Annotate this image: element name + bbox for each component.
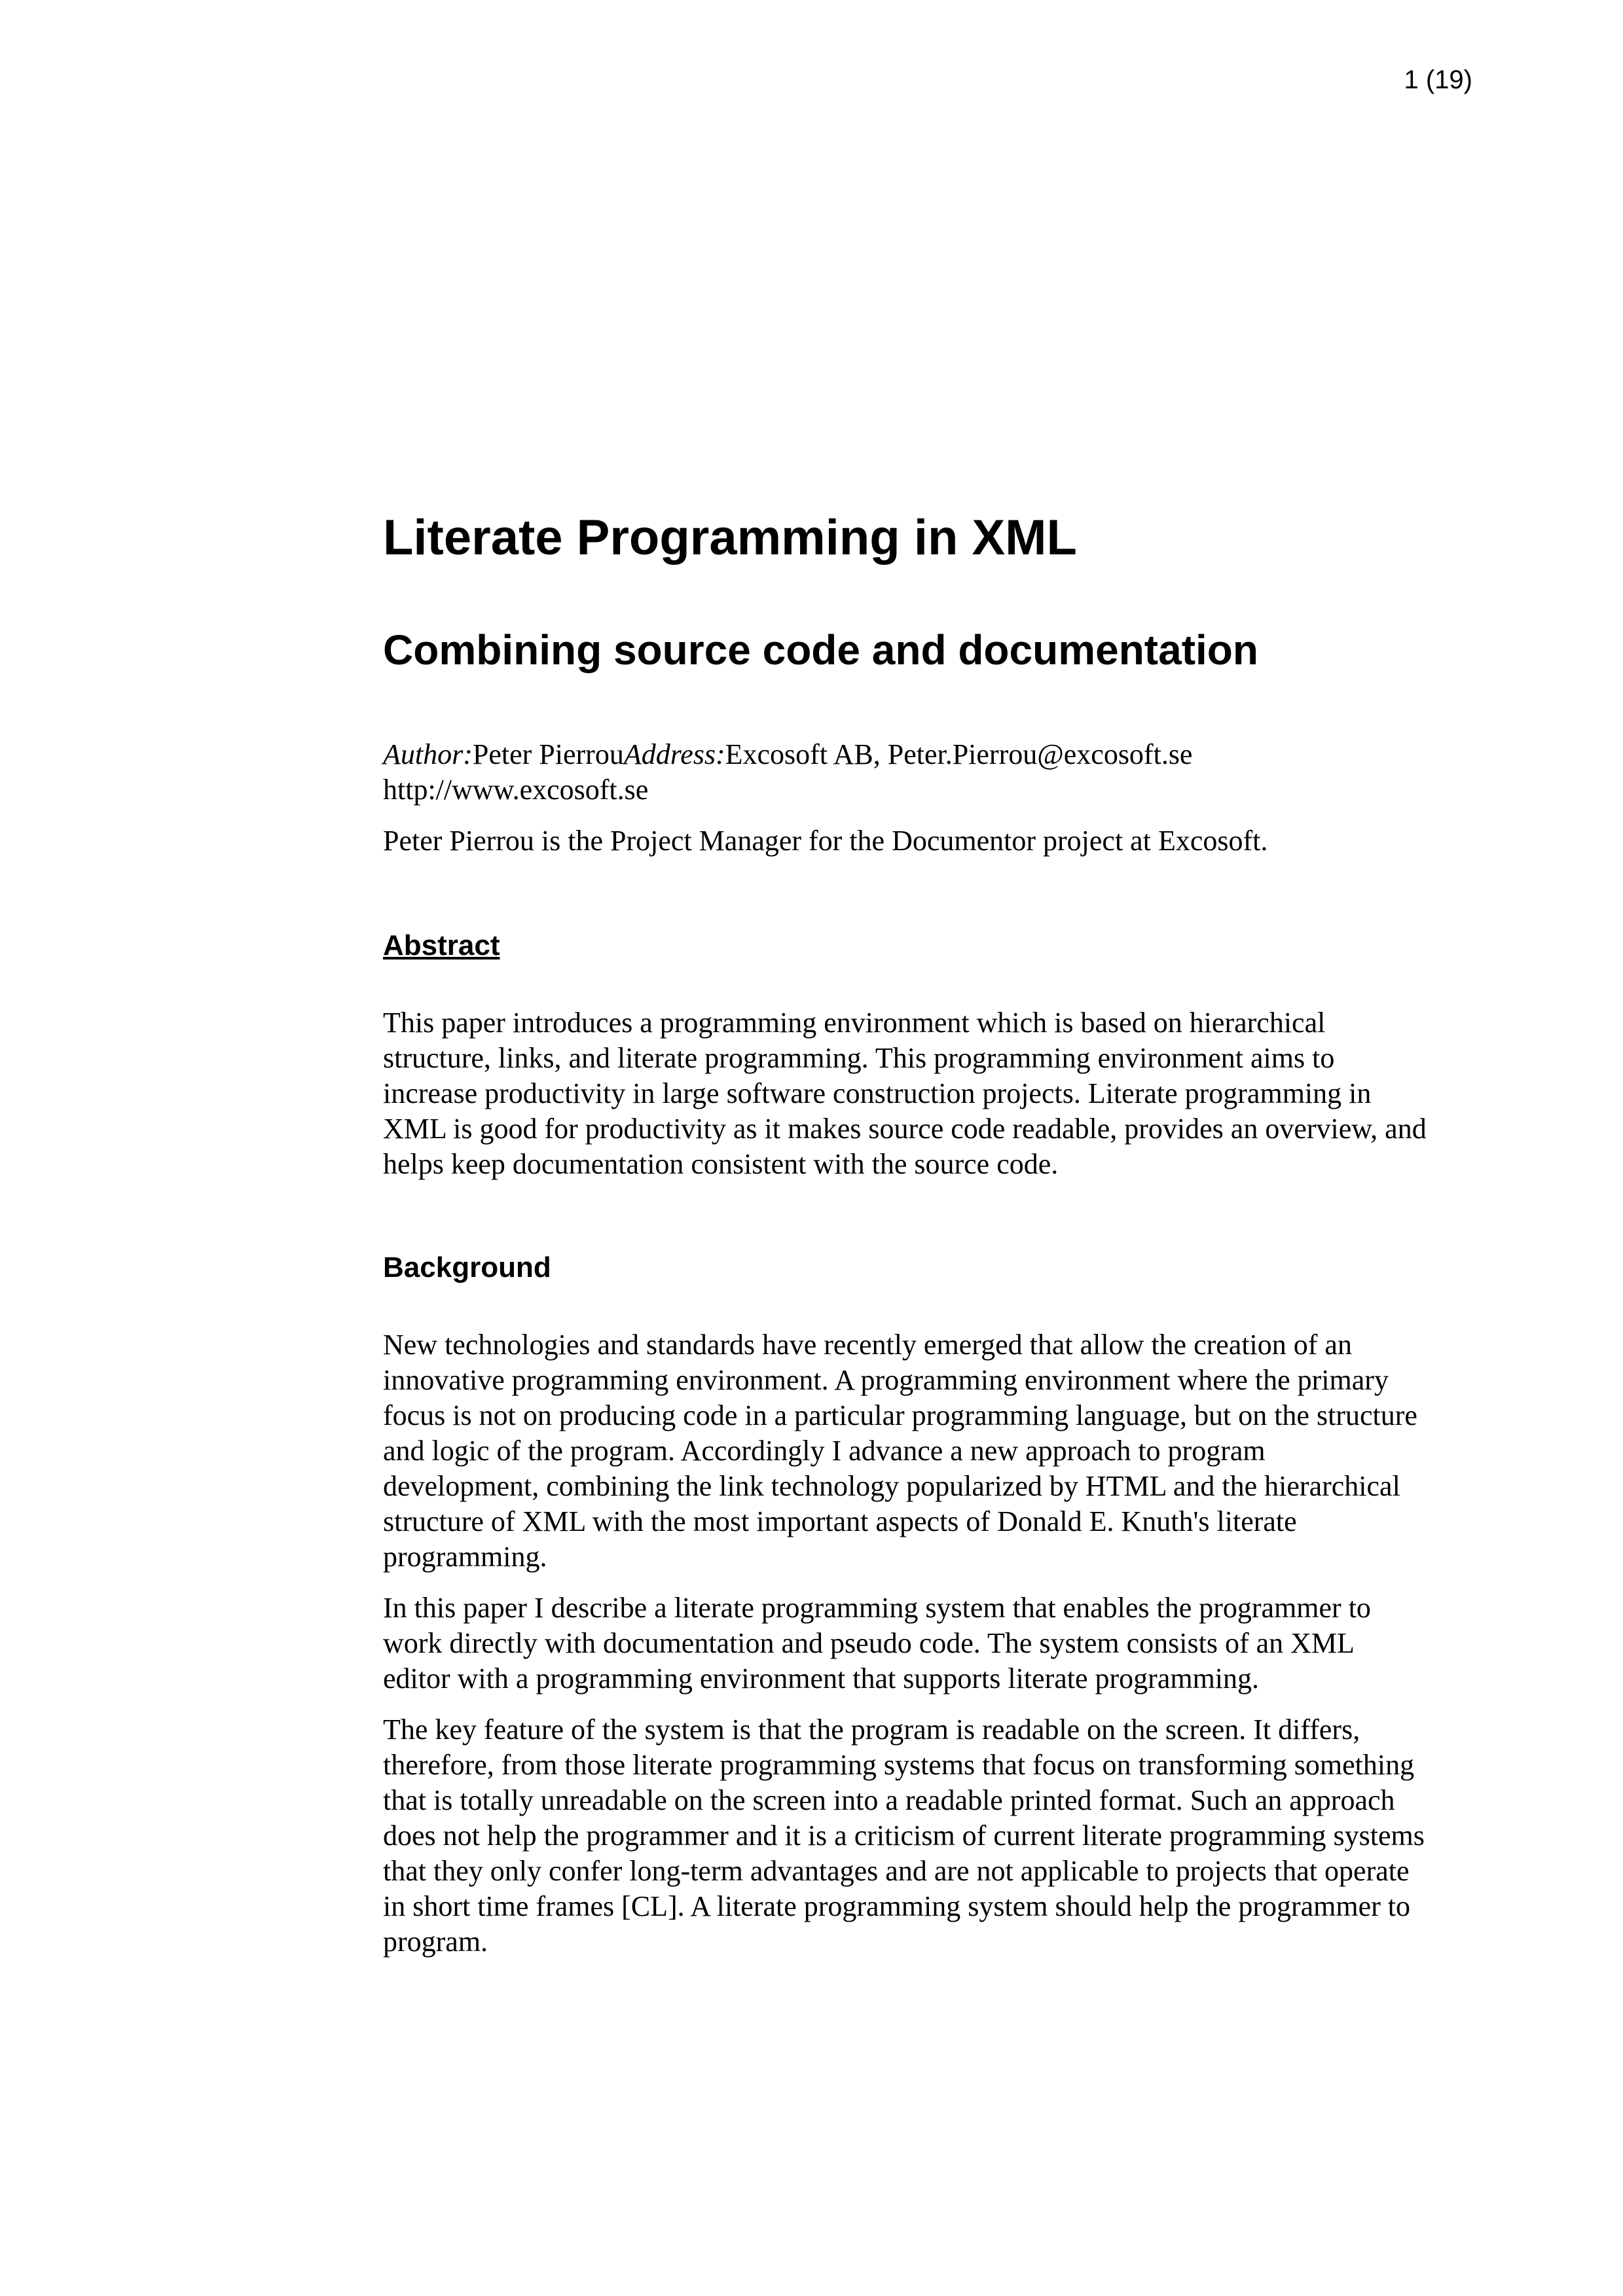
background-line: focus is not on producing code in a particular programming language, but on the structure <box>383 1399 1417 1431</box>
background-paragraph-1 <box>383 1327 1489 1575</box>
background-paragraph-3 <box>383 1712 1489 1960</box>
background-line: structure of XML with the most important aspects of Donald E. Knuth's literate <box>383 1505 1297 1537</box>
abstract-paragraph <box>383 1005 1489 1182</box>
paper-subtitle: Combining source code and documentation <box>383 626 1258 673</box>
abstract-line: This paper introduces a programming environment which is based on hierarchical <box>383 1006 1326 1039</box>
author-label: Author: <box>383 738 473 770</box>
background-paragraph-2 <box>383 1590 1489 1696</box>
paper-content <box>383 511 1489 1960</box>
abstract-line: XML is good for productivity as it makes source code readable, provides an overview, and <box>383 1112 1427 1145</box>
abstract-line: structure, links, and literate programming. This programming environment aims to <box>383 1041 1335 1074</box>
background-line: In this paper I describe a literate programming system that enables the programmer to <box>383 1591 1371 1624</box>
author-bio: Peter Pierrou is the Project Manager for the Documentor project at Excosoft. <box>383 824 1268 857</box>
paper-title: Literate Programming in XML <box>383 510 1077 565</box>
background-heading: Background <box>383 1251 551 1283</box>
author-block <box>383 737 1489 808</box>
background-line: therefore, from those literate programming systems that focus on transforming something <box>383 1748 1415 1781</box>
background-line: work directly with documentation and pseudo code. The system consists of an XML <box>383 1626 1355 1659</box>
background-line: editor with a programming environment that supports literate programming. <box>383 1662 1260 1695</box>
background-line: The key feature of the system is that the program is readable on the screen. It differs, <box>383 1713 1360 1746</box>
background-line: and logic of the program. Accordingly I advance a new approach to program <box>383 1434 1266 1467</box>
address-value: Excosoft AB, Peter.Pierrou@excosoft.se <box>725 738 1193 770</box>
background-line: New technologies and standards have recently emerged that allow the creation of an <box>383 1328 1352 1361</box>
background-line: development, combining the link technology popularized by HTML and the hierarchical <box>383 1469 1400 1502</box>
abstract-line: helps keep documentation consistent with the source code. <box>383 1147 1059 1180</box>
background-line: that they only confer long-term advantages and are not applicable to projects that operate <box>383 1854 1410 1887</box>
author-name: Peter Pierrou <box>472 738 624 770</box>
page-number: 1 (19) <box>1404 65 1472 94</box>
background-line: innovative programming environment. A programming environment where the primary <box>383 1363 1389 1396</box>
background-line: in short time frames [CL]. A literate programming system should help the programmer to <box>383 1890 1411 1922</box>
background-line: that is totally unreadable on the screen into a readable printed format. Such an approach <box>383 1784 1395 1816</box>
author-website: http://www.excosoft.se <box>383 773 649 806</box>
author-line <box>383 737 1489 772</box>
background-line: programming. <box>383 1540 547 1573</box>
abstract-line: increase productivity in large software construction projects. Literate programming in <box>383 1077 1372 1109</box>
abstract-heading: Abstract <box>383 929 500 961</box>
background-line: does not help the programmer and it is a criticism of current literate programming systems <box>383 1819 1425 1852</box>
background-line: program. <box>383 1925 488 1958</box>
address-label: Address: <box>623 738 725 770</box>
